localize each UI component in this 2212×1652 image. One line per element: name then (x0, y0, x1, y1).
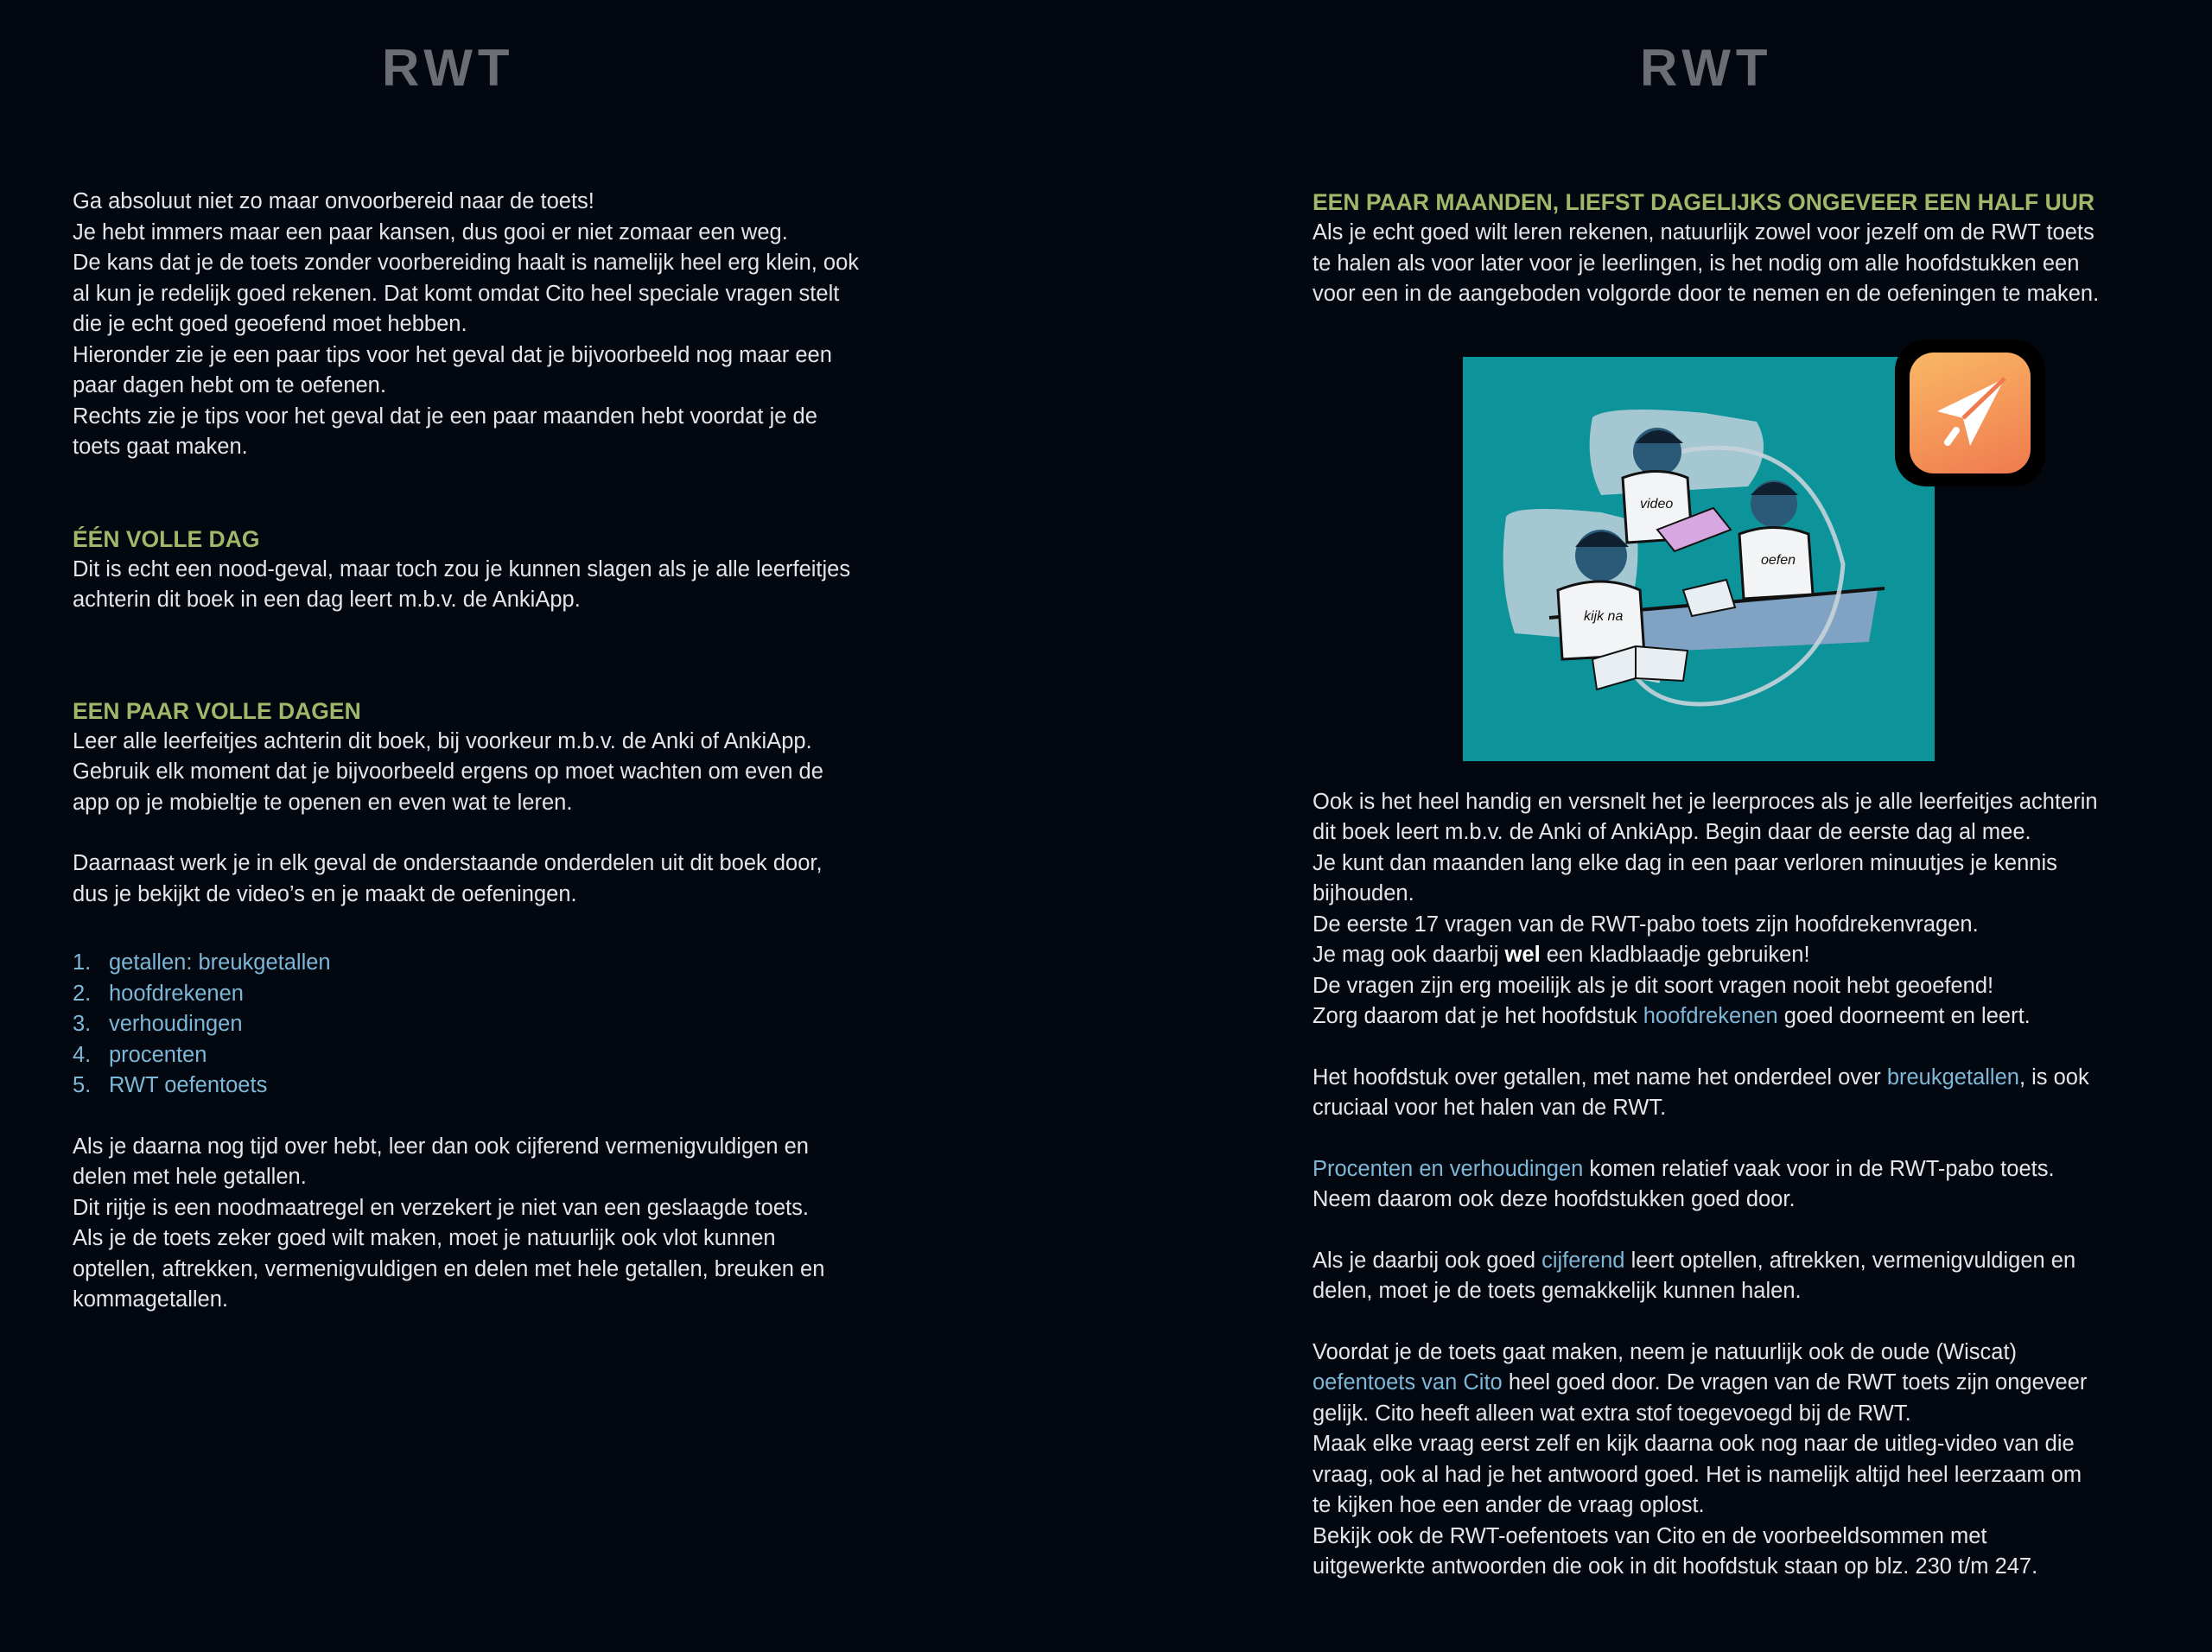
text-line (1313, 1368, 2177, 1399)
paragraph-anki (1313, 787, 2177, 1032)
intro-paragraph (73, 187, 893, 463)
illustration-block (1463, 340, 2016, 766)
intro-line: Ga absoluut niet zo maar onvoorbereid naar de toets! (73, 189, 594, 213)
text-line (1313, 1063, 2177, 1094)
chapter-link-hoofdrekenen[interactable]: hoofdrekenen (109, 981, 244, 1006)
chapter-link-verhoudingen[interactable]: verhoudingen (109, 1012, 243, 1036)
left-page-content (73, 187, 893, 1316)
text-line (1313, 1246, 2177, 1277)
intro-line: Rechts zie je tips voor het geval dat je een paar maanden hebt voordat je de (73, 403, 817, 429)
text-line: te halen als voor later voor je leerlingen, is het nodig om alle hoofdstukken een (1313, 251, 2080, 276)
few-days-text-a (73, 727, 893, 819)
paragraph-oefentoets (1313, 1337, 2177, 1583)
text-line: Daarnaast werk je in elk geval de onderstaande onderdelen uit dit boek door, (73, 851, 823, 875)
link-cijferend[interactable]: cijferend (1541, 1248, 1625, 1273)
text-line: optellen, aftrekken, vermenigvuldigen en delen met hele getallen, breuken en (73, 1256, 825, 1281)
text-line: Dit rijtje is een noodmaatregel en verzekert je niet van een geslaagde toets. (73, 1195, 809, 1220)
text-line: Je kunt dan maanden lang elke dag in een paar verloren minuutjes je kennis (1313, 850, 2057, 875)
rwt-logo: RWT (382, 39, 515, 97)
text-line: bijhouden. (1313, 881, 1414, 905)
study-cycle-illustration (1463, 357, 1935, 761)
intro-line: Je hebt immers maar een paar kansen, dus gooi er niet zomaar een weg. (73, 219, 788, 245)
link-hoofdrekenen[interactable]: hoofdrekenen (1643, 1004, 1778, 1028)
text-fragment: Het hoofdstuk over getallen, met name het onderdeel over (1313, 1064, 1887, 1090)
paragraph-getallen (1313, 1063, 2177, 1124)
text-line: uitgewerkte antwoorden die ook in dit hoofdstuk staan op blz. 230 t/m 247. (1313, 1554, 2038, 1579)
right-page-content (1313, 187, 2177, 1583)
chapter-link-rwt-oefentoets[interactable]: RWT oefentoets (109, 1073, 268, 1097)
intro-line: paar dagen hebt om te oefenen. (73, 373, 386, 397)
text-line (1313, 940, 2177, 971)
few-days-text-c (73, 1132, 893, 1316)
text-line: delen, moet je de toets gemakkelijk kunnen halen. (1313, 1279, 1802, 1303)
few-months-intro (1313, 218, 2177, 310)
text-line: dus je bekijkt de video’s en je maakt de oefeningen. (73, 881, 577, 906)
text-line: delen met hele getallen. (73, 1165, 307, 1189)
paragraph-cijferend (1313, 1246, 2177, 1307)
text-line: cruciaal voor het halen van de RWT. (1313, 1096, 1667, 1120)
chapter-list-item (73, 1009, 893, 1040)
text-line: Voordat je de toets gaat maken, neem je natuurlijk ook de oude (Wiscat) (1313, 1339, 2018, 1364)
text-line: dit boek leert m.b.v. de Anki of AnkiApp. Begin daar de eerste dag al mee. (1313, 820, 2031, 844)
text-fragment: leert optellen, aftrekken, vermenigvuldigen en (1624, 1248, 2076, 1273)
text-line: Als je de toets zeker goed wilt maken, moet je natuurlijk ook vlot kunnen (73, 1226, 776, 1250)
text-line: Gebruik elk moment dat je bijvoorbeeld ergens op moet wachten om even de (73, 759, 823, 784)
list-number: 2. (73, 981, 92, 1006)
section-one-day-text (73, 555, 893, 616)
list-number: 1. (73, 950, 92, 975)
text-fragment: Als je daarbij ook goed (1313, 1248, 1542, 1273)
text-line: app op je mobieltje te openen en even wat te leren. (73, 790, 573, 815)
text-line: Leer alle leerfeitjes achterin dit boek, bij voorkeur m.b.v. de Anki of AnkiApp. (73, 728, 812, 753)
list-number: 4. (73, 1042, 92, 1067)
text-fragment: heel goed door. De vragen van de RWT toets zijn ongeveer (1502, 1370, 2088, 1395)
chapter-link-procenten[interactable]: procenten (109, 1042, 207, 1067)
intro-line: Hieronder zie je een paar tips voor het geval dat je bijvoorbeeld nog maar een (73, 342, 832, 367)
text-fragment: Zorg daarom dat je het hoofdstuk (1313, 1004, 1643, 1028)
text-line: Ook is het heel handig en versnelt het je leerproces als je alle leerfeitjes achterin (1313, 789, 2098, 814)
paper-plane-icon (1910, 353, 2031, 473)
paragraph-procenten (1313, 1154, 2177, 1216)
section-heading-few-days: EEN PAAR VOLLE DAGEN (73, 697, 361, 724)
text-fragment: goed doorneemt en leert. (1777, 1004, 2031, 1028)
text-line: gelijk. Cito heeft alleen wat extra stof toegevoegd bij de RWT. (1313, 1401, 1911, 1426)
text-line: De eerste 17 vragen van de RWT-pabo toets zijn hoofdrekenvragen. (1313, 912, 1979, 937)
ankiapp-icon (1895, 340, 2045, 486)
text-line: vraag, ook al had je het antwoord goed. Het is namelijk altijd heel leerzaam om (1313, 1462, 2082, 1487)
text-fragment: , is ook (2018, 1064, 2089, 1090)
text-line: voor een in de aangeboden volgorde door te nemen en de oefeningen te maken. (1313, 282, 2100, 306)
text-line (1313, 1154, 2177, 1185)
few-days-text-b (73, 848, 893, 910)
text-line: Dit is echt een nood-geval, maar toch zou je kunnen slagen als je alle leerfeitjes (73, 556, 851, 581)
intro-line: al kun je redelijk goed rekenen. Dat komt omdat Cito heel speciale vragen stelt (73, 281, 840, 306)
text-line: Als je echt goed wilt leren rekenen, natuurlijk zowel voor jezelf om de RWT toets (1313, 220, 2094, 245)
text-line: Neem daarom ook deze hoofdstukken goed door. (1313, 1187, 1796, 1211)
text-line: te kijken hoe een ander de vraag oplost. (1313, 1493, 1705, 1517)
text-line (1313, 1001, 2177, 1032)
text-fragment: Je mag ook daarbij (1313, 943, 1505, 967)
chapter-list-item (73, 1071, 893, 1102)
text-line: kommagetallen. (73, 1287, 229, 1312)
intro-line: toets gaat maken. (73, 435, 248, 459)
chapter-link-breukgetallen[interactable]: getallen: breukgetallen (109, 950, 331, 975)
intro-line: De kans dat je de toets zonder voorbereiding haalt is namelijk heel erg klein, ook (73, 251, 860, 275)
list-number: 5. (73, 1073, 92, 1097)
link-oefentoets-van-cito[interactable]: oefentoets van Cito (1313, 1370, 1503, 1395)
text-fragment: een kladblaadje gebruiken! (1540, 943, 1810, 967)
chapter-list-item (73, 979, 893, 1010)
text-fragment: komen relatief vaak voor in de RWT-pabo toets. (1583, 1156, 2055, 1181)
link-procenten-en-verhoudingen[interactable]: Procenten en verhoudingen (1313, 1156, 1584, 1181)
emphasis-wel: wel (1504, 943, 1541, 967)
section-heading-few-months: EEN PAAR MAANDEN, LIEFST DAGELIJKS ONGEVEER EEN HALF UUR (1313, 189, 2094, 215)
link-breukgetallen[interactable]: breukgetallen (1886, 1064, 2019, 1090)
text-line: Bekijk ook de RWT-oefentoets van Cito en de voorbeeldsommen met (1313, 1523, 1987, 1548)
text-line: Maak elke vraag eerst zelf en kijk daarna ook nog naar de uitleg-video van die (1313, 1432, 2075, 1456)
study-cycle-drawing (1463, 357, 1935, 761)
label-video: video (1640, 496, 1674, 511)
chapter-list-item (73, 1040, 893, 1071)
text-line: Als je daarna nog tijd over hebt, leer dan ook cijferend vermenigvuldigen en (73, 1134, 809, 1159)
right-page (1106, 0, 2212, 1652)
rwt-logo: RWT (1640, 39, 1773, 97)
list-number: 3. (73, 1012, 92, 1036)
text-line: achterin dit boek in een dag leert m.b.v. de AnkiApp. (73, 588, 581, 612)
label-kijk-na: kijk na (1584, 608, 1624, 624)
text-line: De vragen zijn erg moeilijk als je dit soort vragen nooit hebt geoefend! (1313, 973, 1994, 998)
intro-line: die je echt goed geoefend moet hebben. (73, 312, 467, 336)
chapter-list (73, 948, 893, 1102)
chapter-list-item (73, 948, 893, 979)
label-oefen: oefen (1761, 552, 1796, 568)
section-heading-one-day: ÉÉN VOLLE DAG (73, 525, 260, 552)
